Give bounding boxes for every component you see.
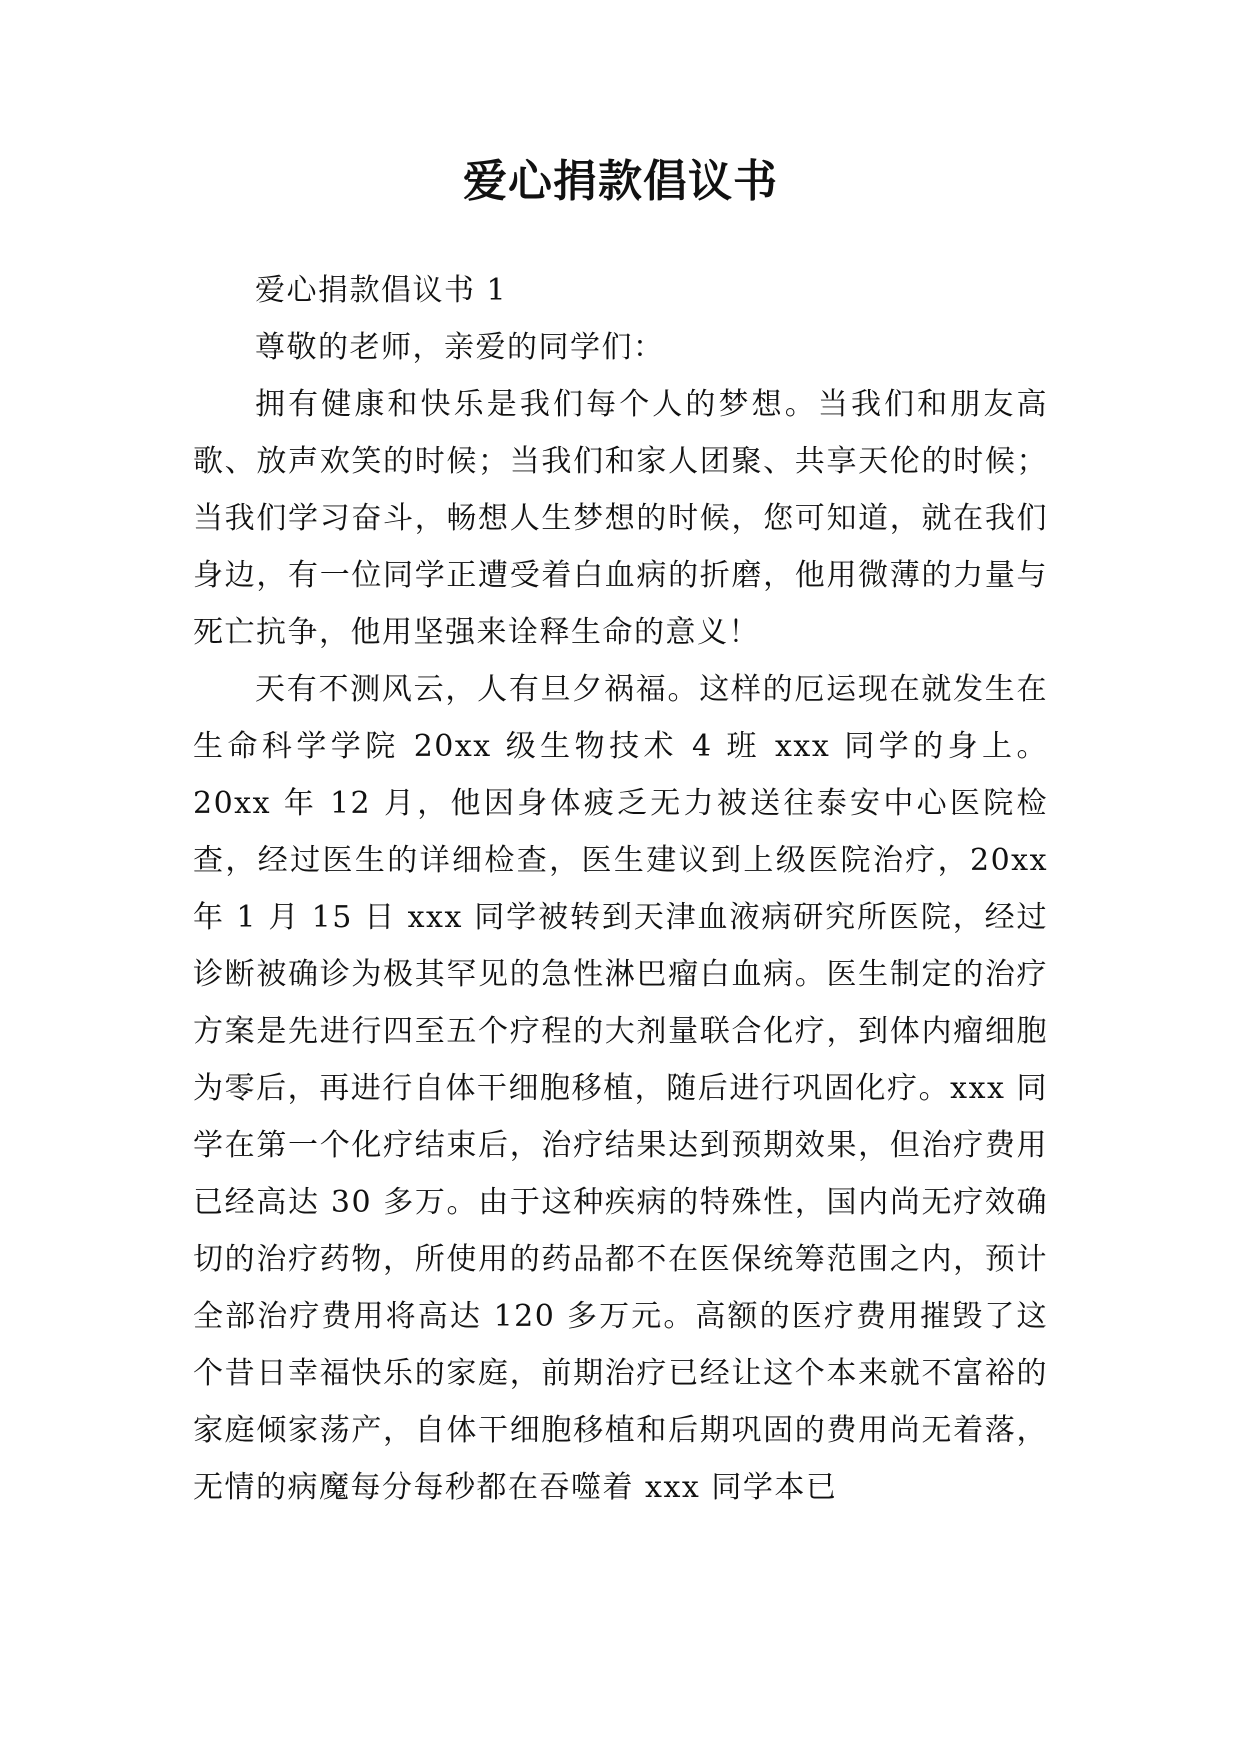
section-heading: 爱心捐款倡议书 1 bbox=[255, 273, 508, 308]
document-title: 爱心捐款倡议书 bbox=[463, 156, 778, 207]
salutation: 尊敬的老师，亲爱的同学们： bbox=[255, 330, 665, 365]
document-body bbox=[193, 262, 1048, 1516]
body-paragraph: 拥有健康和快乐是我们每个人的梦想。当我们和朋友高歌、放声欢笑的时候；当我们和家人团聚、共享天伦的时候；当我们学习奋斗，畅想人生梦想的时候，您可知道，就在我们身边，有一位同学正遭受着白血病的折磨，他用微薄的力量与死亡抗争，他用坚强来诠释生命的意义！ bbox=[193, 387, 1048, 650]
body-paragraph: 天有不测风云，人有旦夕祸福。这样的厄运现在就发生在生命科学学院 20xx 级生物技术 4 班 xxx 同学的身上。20xx 年 12 月，他因身体疲乏无力被送往泰安中心医院检查，经过医生的详细检查，医生建议到上级医院治疗，20xx 年 1 月 15 日 xxx 同学被转到天津血液病研究所医院，经过诊断被确诊为极其罕见的急性淋巴瘤白血病。医生制定的治疗方案是先进行四至五个疗程的大剂量联合化疗，到体内瘤细胞为零后，再进行自体干细胞移植，随后进行巩固化疗。xxx 同学在第一个化疗结束后，治疗结果达到预期效果，但治疗费用已经高达 30 多万。由于这种疾病的特殊性，国内尚无疗效确切的治疗药物，所使用的药品都不在医保统筹范围之内，预计全部治疗费用将高达 120 多万元。高额的医疗费用摧毁了这个昔日幸福快乐的家庭，前期治疗已经让这个本来就不富裕的家庭倾家荡产，自体干细胞移植和后期巩固的费用尚无着落，无情的病魔每分每秒都在吞噬着 xxx 同学本已 bbox=[193, 672, 1048, 1505]
